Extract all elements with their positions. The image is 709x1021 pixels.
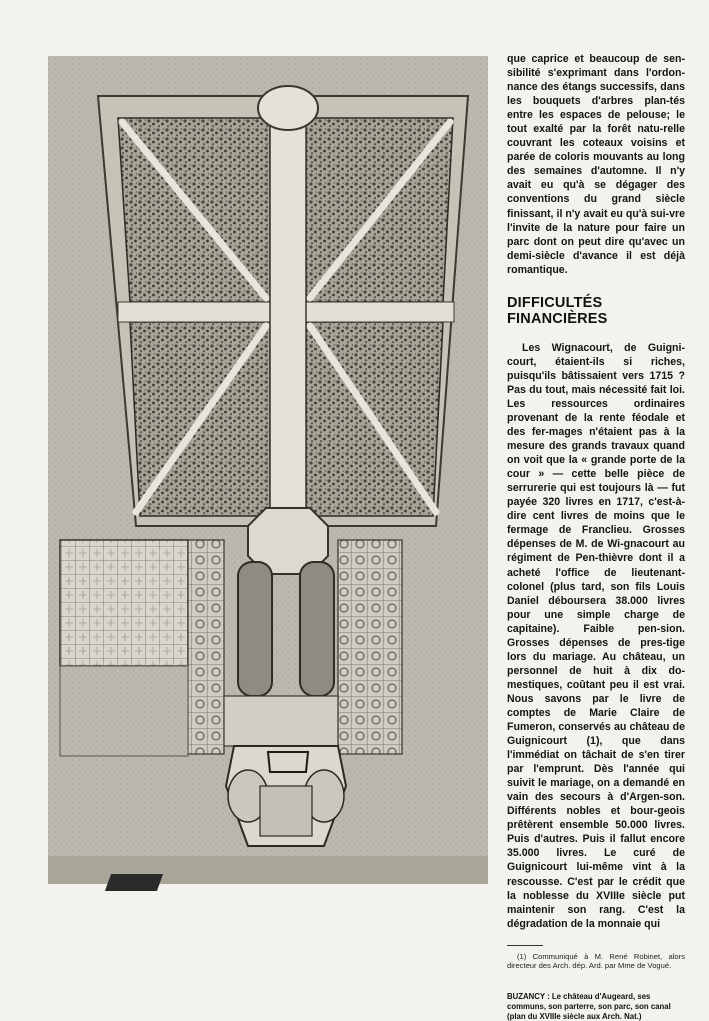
- figure-caption: BUZANCY : Le château d'Augeard, ses communs, son parterre, son parc, son canal (plan du XVIIIe siècle aux Arch. Nat.): [507, 992, 671, 1021]
- footnote-divider: [507, 945, 543, 946]
- body-paragraph-2: Les Wignacourt, de Guigni-court, étaient-ils si riches, puisqu'ils bâtissaient vers 1715 ? Pas du tout, mais nécessité fait loi. Les ressources ordinaires provenant de la rente féodale et des fer-mages n'étaient pas à la mesure des grands travaux quand on voit que la « grande porte de la cour » — cette belle pièce de serrurerie qui est toujours là — fut payée 320 livres en 1717, c'est-à-dire cent livres de moins que le fermage de Franclieu. Grosses dépenses de M. de Wi-gnacourt au régiment de Pen-thièvre dont il a acheté l'office de lieutenant-colonel (plus tard, son fils Louis Daniel déboursera 38.000 livres pour une simple charge de capitaine). Faible pen-sion. Grosses dépenses de pres-tige lors du mariage. Au château, un personnel de huit à dix do-mestiques, coûtant peu il est vrai. Nous savons par le livre de comptes de Marie Claire de Fumeron, conservés au château de Guignicourt (1), que dans l'immédiat on tâchait de s'en tirer par l'emprunt. Dès l'année qui suivit le mariage, on a demandé en vain des secours à d'Argen-son. Différents nobles et bour-geois prêtèrent ensemble 50.000 livres. Puis d'autres. Puis il fallut encore 35.000 livres. Le curé de Guignicourt lui-même vint à la rescousse. C'est par le crédit que la noblesse du XVIIIe siècle put maintenir son rang. C'est la dégradation de la monnaie qui: [507, 341, 685, 930]
- footnote: (1) Communiqué à M. René Robinet, alors directeur des Arch. dép. Ard. par Mme de Vogué.: [507, 951, 685, 971]
- park-plan-illustration: [48, 56, 488, 884]
- section-heading-line-1: DIFFICULTÉS: [507, 294, 603, 311]
- corner-mark: [105, 874, 163, 891]
- section-heading: [507, 295, 685, 327]
- body-paragraph-1: que caprice et beaucoup de sen-sibilité s'exprimant dans l'ordon-nance des étangs successifs, dans les bouquets d'arbres plan-tés entre les espaces de pelouse; le tout exalté par la forêt natu-relle couvrant les coteaux voisins et parée de coloris mouvants au long des semaines d'automne. Il n'y avait eu qu'à se dégager des conventions du grand siècle finissant, il n'y avait eu qu'à sui-vre l'invite de la nature pour faire un parc dont on peut dire qu'avec un demi-siècle d'avance il est déjà romantique.: [507, 53, 685, 276]
- park-plan-drawing: [48, 56, 488, 884]
- text-column: [507, 52, 685, 1021]
- section-heading-line-2: FINANCIÈRES: [507, 310, 608, 327]
